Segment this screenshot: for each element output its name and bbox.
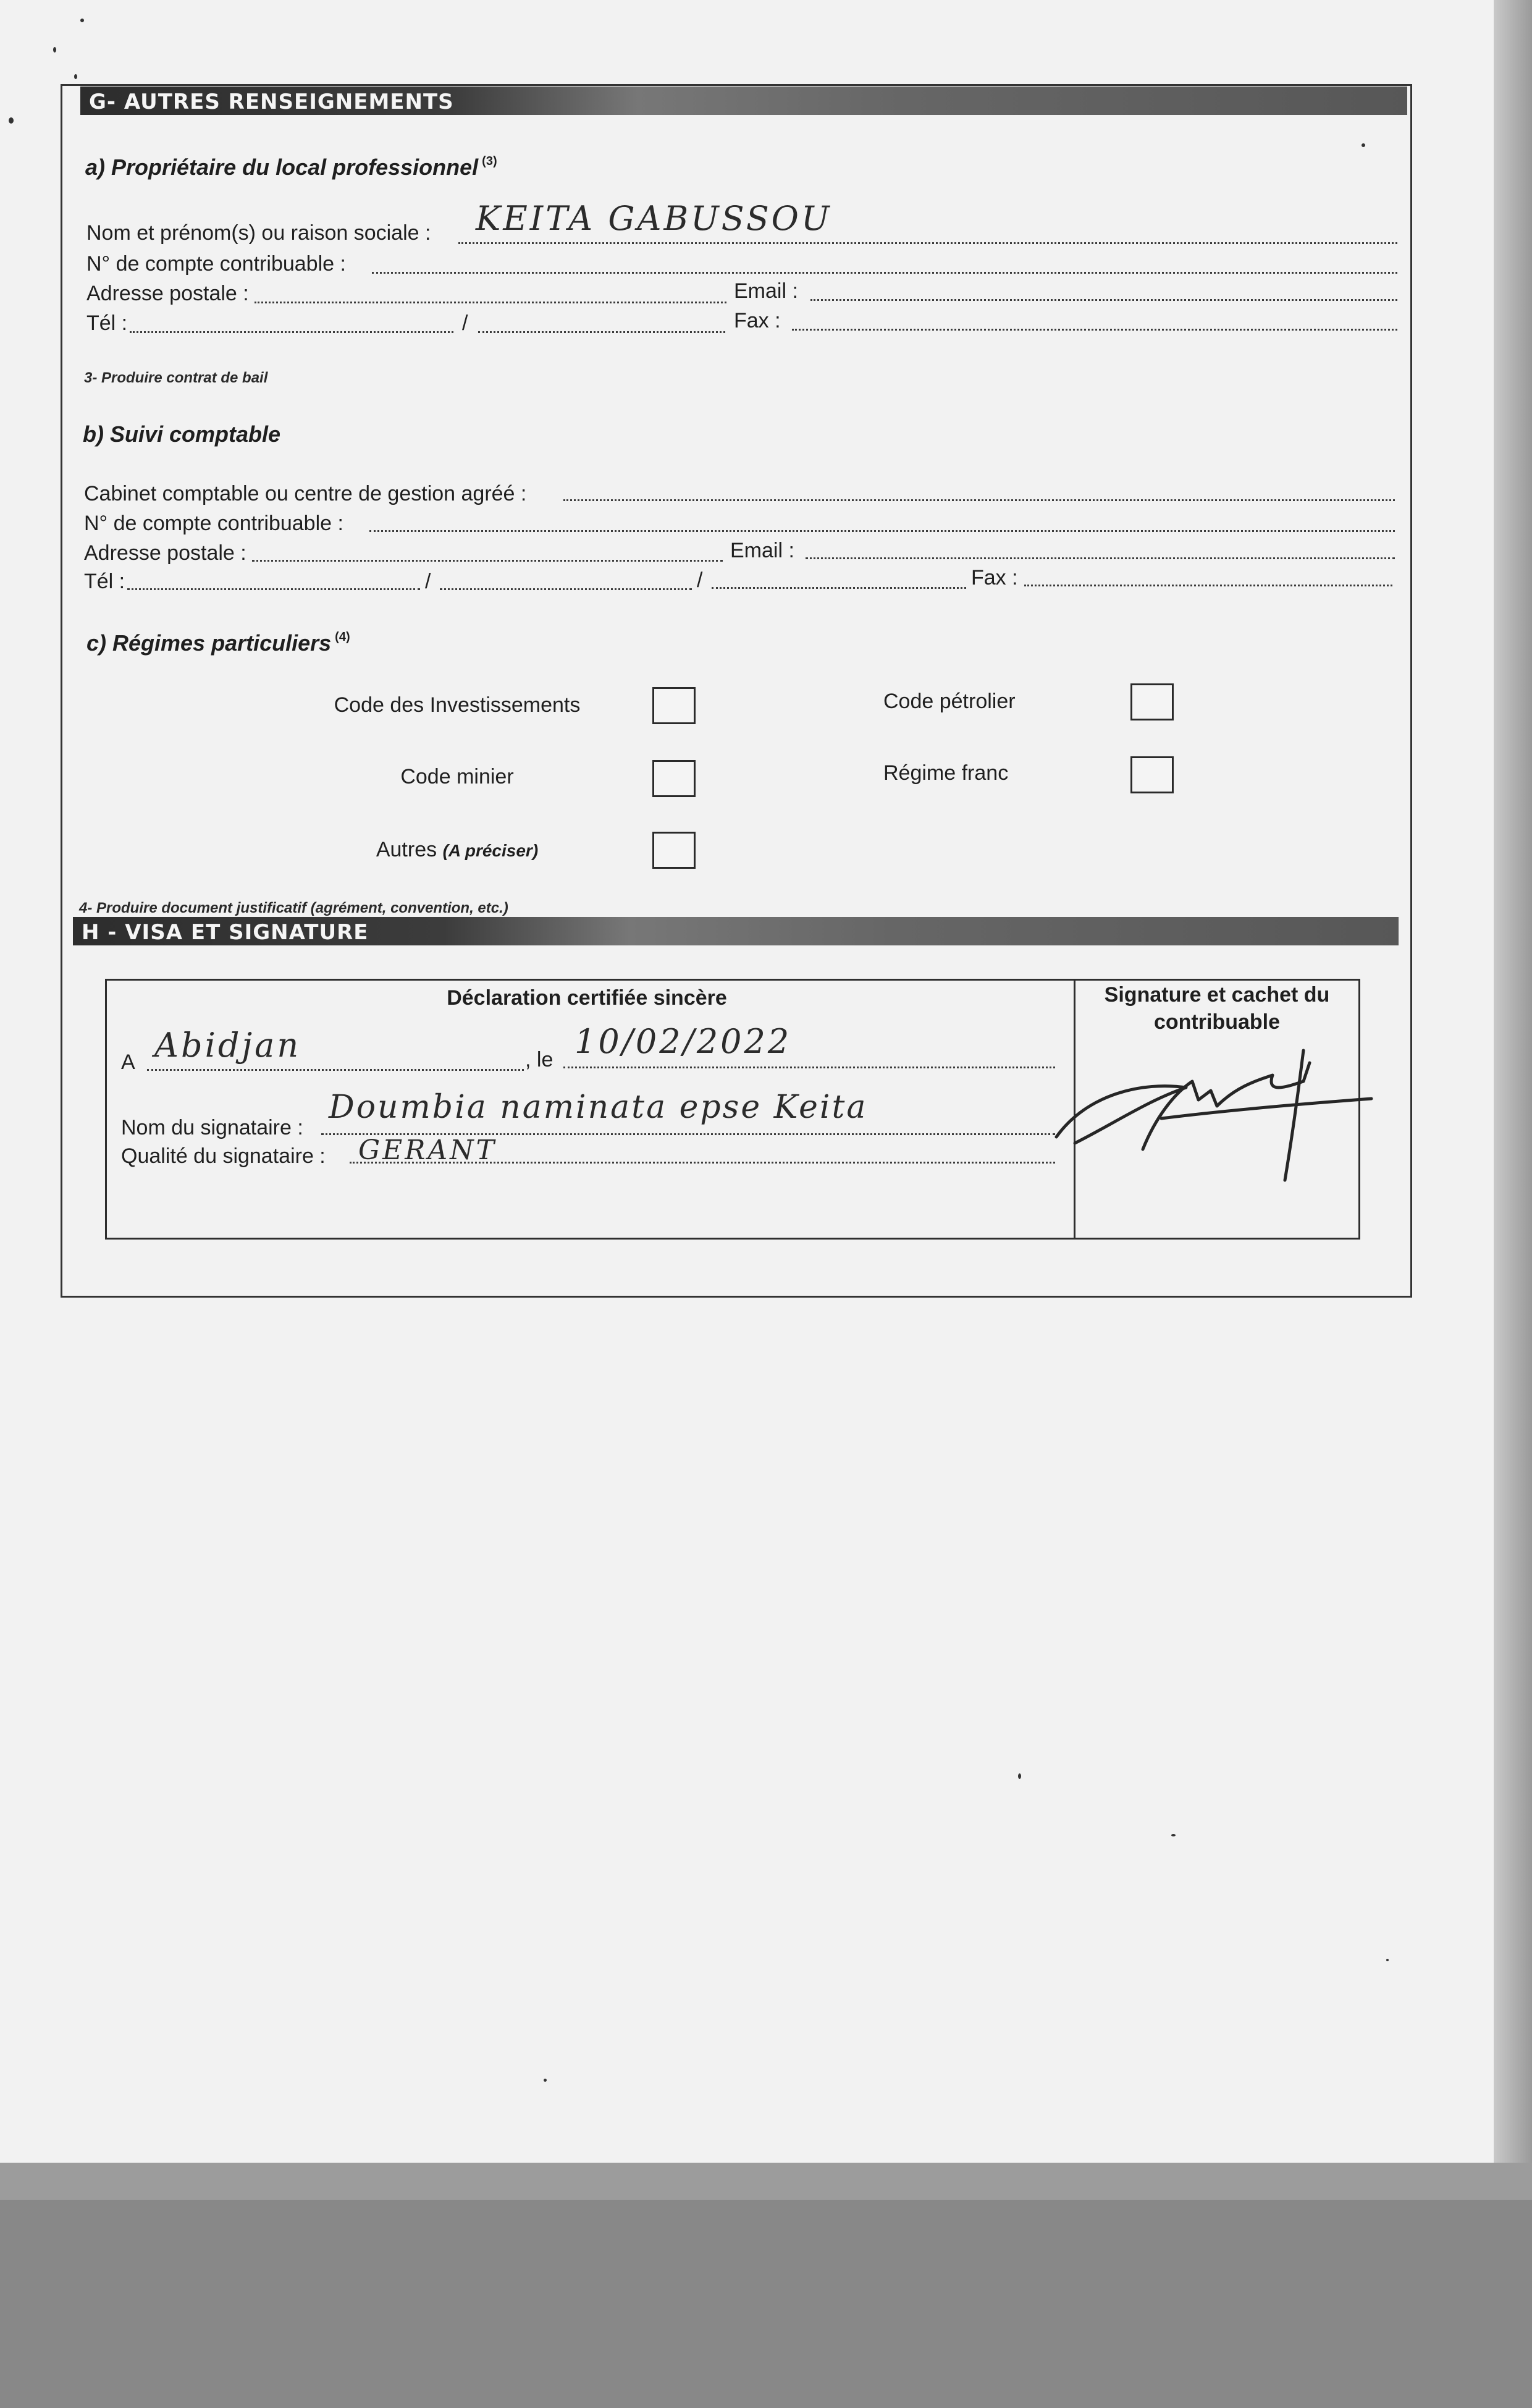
scan-speck [80,19,84,22]
accountant-address-label: Adresse postale : [84,541,246,565]
owner-name-value: KEITA GABUSSOU [476,199,832,238]
signatory-quality-value: GERANT [358,1134,497,1166]
place-label: A [121,1050,135,1074]
accountant-cabinet-label: Cabinet comptable ou centre de gestion agréé : [84,482,527,505]
footnote-3: 3- Produire contrat de bail [84,370,268,386]
owner-name-label: Nom et prénom(s) ou raison sociale : [86,221,431,245]
owner-fax-field[interactable] [792,329,1397,331]
subsection-b-heading: b) Suivi comptable [83,421,281,447]
accountant-tel-field-1[interactable] [127,588,420,590]
owner-address-field[interactable] [255,302,726,303]
owner-fax-label: Fax : [734,309,781,332]
regime-investissements-checkbox[interactable] [652,687,696,724]
accountant-email-field[interactable] [806,557,1395,559]
signature-title: Signature et cachet du contribuable [1104,983,1330,1034]
footnote-ref-3: (3) [482,154,497,168]
regime-petrolier-checkbox[interactable] [1130,683,1174,720]
owner-tel-label: Tél : [86,311,128,335]
accountant-tel-field-3[interactable] [712,587,966,589]
signatory-quality-label: Qualité du signataire : [121,1144,326,1168]
date-value: 10/02/2022 [574,1022,792,1061]
regime-autres-hint: (A préciser) [442,841,539,860]
accountant-fax-field[interactable] [1024,585,1392,586]
regime-franc-label: Régime franc [883,761,1009,785]
handwritten-signature [1050,1026,1408,1186]
footnote-ref-4: (4) [335,630,350,644]
regime-minier-label: Code minier [400,765,514,788]
section-g-title: G- AUTRES RENSEIGNEMENTS [89,90,454,114]
declaration-title: Déclaration certifiée sincère [447,986,727,1010]
accountant-tel-separator-2: / [697,568,703,592]
owner-account-field[interactable] [372,272,1397,274]
scan-speck [53,47,56,53]
owner-email-label: Email : [734,279,798,303]
place-field[interactable] [147,1069,524,1071]
accountant-account-field[interactable] [369,530,1395,532]
accountant-fax-label: Fax : [971,566,1018,589]
owner-tel-field-1[interactable] [130,331,453,333]
accountant-account-label: N° de compte contribuable : [84,512,343,535]
owner-name-field[interactable] [458,242,1397,244]
scan-speck [74,74,77,79]
accountant-tel-separator-1: / [425,570,431,593]
section-h-title: H - VISA ET SIGNATURE [82,920,369,945]
accountant-email-label: Email : [730,539,794,562]
scanner-edge-bottom [0,2163,1532,2200]
scan-speck [9,117,14,124]
regime-franc-checkbox[interactable] [1130,756,1174,793]
regime-autres-checkbox[interactable] [652,832,696,869]
scan-speck [1386,1959,1389,1961]
regime-autres-label: Autres (A préciser) [376,838,539,861]
owner-tel-field-2[interactable] [478,331,725,333]
signatory-name-value: Doumbia naminata epse Keita [329,1089,868,1126]
scan-speck [1018,1773,1021,1779]
owner-address-label: Adresse postale : [86,282,249,305]
accountant-address-field[interactable] [252,560,723,562]
footnote-4: 4- Produire document justificatif (agrément, convention, etc.) [79,900,508,916]
owner-account-label: N° de compte contribuable : [86,252,346,276]
date-label: , le [525,1048,553,1071]
section-h-header [73,917,1399,945]
scanner-background [0,2200,1532,2408]
regime-investissements-label: Code des Investissements [334,693,581,717]
owner-email-field[interactable] [810,299,1397,301]
date-field[interactable] [563,1067,1055,1068]
accountant-cabinet-field[interactable] [563,499,1395,501]
place-value: Abidjan [154,1026,301,1065]
scan-speck [1171,1834,1176,1836]
scanner-edge-right [1494,0,1532,2163]
subsection-c-heading: c) Régimes particuliers $^{(4)}$ [86,630,350,656]
accountant-tel-field-2[interactable] [440,588,692,590]
subsection-a-heading: a) Propriétaire du local professionnel $^{(3)}$ [85,154,497,180]
owner-tel-separator: / [462,311,468,335]
signatory-name-label: Nom du signataire : [121,1116,303,1139]
regime-minier-checkbox[interactable] [652,760,696,797]
scan-speck [544,2079,547,2082]
section-g-header [80,87,1407,115]
regime-petrolier-label: Code pétrolier [883,690,1016,713]
accountant-tel-label: Tél : [84,570,125,593]
